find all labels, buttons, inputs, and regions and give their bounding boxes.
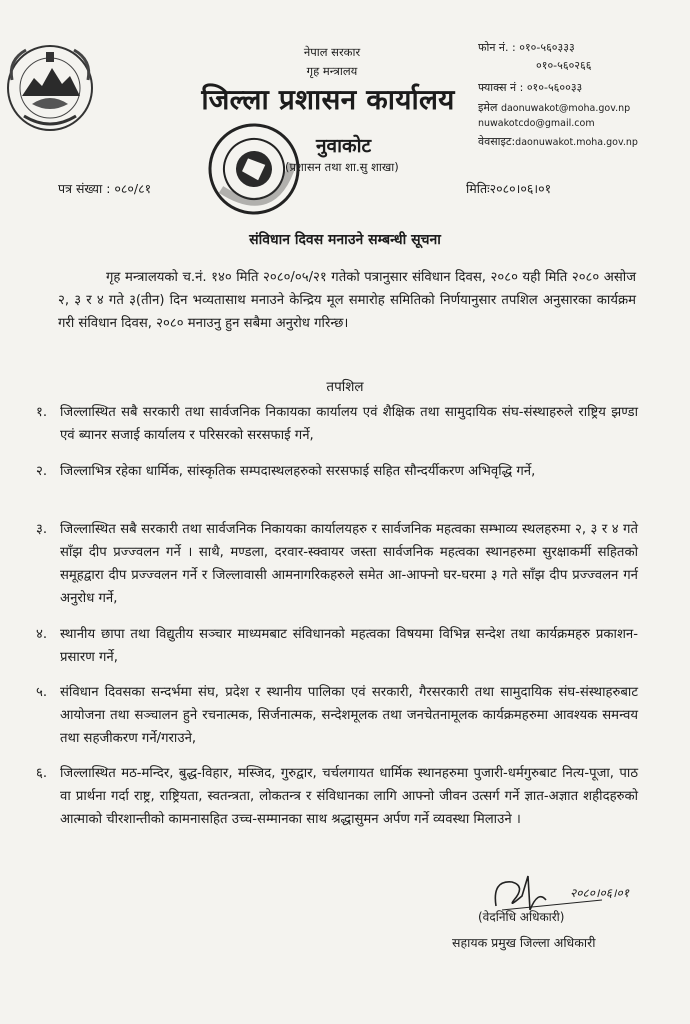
list-item — [36, 401, 638, 447]
details-heading: तपशिल — [326, 379, 364, 395]
list-item — [36, 762, 638, 831]
email-line — [478, 100, 630, 115]
govt-name: नेपाल सरकार — [303, 45, 361, 59]
signatory-title: सहायक प्रमुख जिल्ला अधिकारी — [452, 935, 596, 950]
nepal-emblem-icon — [4, 40, 96, 136]
email-secondary[interactable]: nuwakotcdo@gmail.com — [478, 118, 595, 129]
item-number: ६. — [36, 766, 48, 781]
list-item — [36, 681, 638, 750]
list-item — [36, 460, 638, 483]
website-label: वेवसाइट: — [478, 135, 516, 148]
ministry-name: गृह मन्त्रालय — [306, 64, 358, 78]
item-text: संविधान दिवसका सन्दर्भमा संघ, प्रदेश र स्थानीय पालिका एवं सरकारी, गैरसरकारी तथा सामुदायिक संघ-संस्थाहरुबाट आयोजना तथा सञ्चालन हुने रचनात्मक, सिर्जनात्मक, सन्देशमूलक तथा जनचेतनामूलक कार्यक्रमहरुमा आवश्यक समन्वय तथा सहजीकरण गर्ने/गराउने, — [60, 685, 638, 746]
notice-subject: संविधान दिवस मनाउने सम्बन्धी सूचना — [249, 232, 441, 248]
office-title: जिल्ला प्रशासन कार्यालय — [201, 83, 455, 116]
letter-number: पत्र संख्या : ०८०/८१ — [58, 181, 152, 196]
item-text: जिल्लाभित्र रहेका धार्मिक, सांस्कृतिक सम्पदास्थलहरुको सरसफाई सहित सौन्दर्यीकरण अभिवृद्धि गर्ने, — [60, 464, 536, 479]
item-number: ३. — [36, 522, 48, 537]
body-paragraph — [58, 266, 636, 335]
item-text: जिल्लास्थित मठ-मन्दिर, बुद्ध-विहार, मस्जिद, गुरुद्वार, चर्चलगायत धार्मिक स्थानहरुमा पुजारी-धर्मगुरुबाट नित्य-पूजा, पाठ वा प्रार्थना गर्दा राष्ट्र, राष्ट्रियता, स्वतन्त्रता, लोकतन्त्र र संविधानका लागि आफ्नो जीवन उत्सर्ग गर्ने ज्ञात-अज्ञात शहीदहरुको आत्माको चीरशान्तीको कामनासहित उच्च-सम्मानका साथ श्रद्धासुमन अर्पण गर्ने व्यवस्था मिलाउने । — [60, 766, 638, 827]
website-url[interactable]: daonuwakot.moha.gov.np — [515, 137, 638, 148]
email-label: इमेल — [478, 101, 498, 114]
body-text: गृह मन्त्रालयको च.नं. १४० मिति २०८०/०५/२१ गतेको पत्रानुसार संविधान दिवस, २०८० यही मिति २०८० असोज २, ३ र ४ गते ३(तीन) दिन भव्यतासाथ मनाउने केन्द्रिय मूल समारोह समितिको निर्णयानुसार तपशिल अनुसारका कार्यक्रम गरी संविधान दिवस, २०८० मनाउनु हुन सबैमा अनुरोध गरिन्छ। — [58, 270, 636, 331]
item-number: ४. — [36, 627, 48, 642]
item-number: १. — [36, 405, 48, 420]
branch-name: (प्रशासन तथा शा.सु शाखा) — [285, 160, 399, 174]
item-text: जिल्लास्थित सबै सरकारी तथा सार्वजनिक निकायका कार्यालय एवं शैक्षिक तथा सामुदायिक संघ-संस्थाहरुले राष्ट्रिय झण्डा एवं ब्यानर सजाई कार्यालय र परिसरको सरसफाई गर्ने, — [60, 405, 638, 443]
item-number: ५. — [36, 685, 48, 700]
email-primary[interactable]: daonuwakot@moha.gov.np — [500, 103, 631, 114]
item-number: २. — [36, 464, 48, 479]
item-text: स्थानीय छापा तथा विद्युतीय सञ्चार माध्यमबाट संविधानको महत्वका विषयमा विभिन्न सन्देश तथा कार्यक्रमहरु प्रकाशन-प्रसारण गर्ने, — [60, 627, 638, 665]
item-text: जिल्लास्थित सबै सरकारी तथा सार्वजनिक निकायका कार्यालयहरु र सार्वजनिक महत्वका सम्भाव्य स्थलहरुमा २, ३ र ४ गते साँझ दीप प्रज्ज्वलन गर्ने । साथै, मण्डला, दरवार-स्क्वायर जस्ता सार्वजनिक महत्वका स्थानहरुमा सुरक्षाकर्मी सहितको समूहद्वारा दीप प्रज्ज्वलन गर्ने र जिल्लावासी आमनागरिकहरुले समेत आ-आफ्नो घर-घरमा ३ गते साँझ दीप प्रज्ज्वलन गर्न अनुरोध गर्ने, — [60, 522, 638, 606]
phone-number: फोन नं. : ०१०-५६०३३३ — [478, 41, 575, 54]
list-item — [36, 623, 638, 669]
office-stamp-icon — [202, 117, 306, 221]
phone-number-2: ०१०-५६०२६६ — [536, 59, 592, 72]
letter-date: मितिः२०८०।०६।०१ — [466, 181, 552, 196]
signature-date: २०८०।०६।०१ — [570, 886, 630, 900]
list-item — [36, 518, 638, 610]
website-line — [478, 134, 638, 149]
fax-number: फ्याक्स नं : ०१०-५६००३३ — [478, 81, 583, 94]
office-place: नुवाकोट — [316, 135, 372, 157]
signatory-name: (वेदनिधि अधिकारी) — [478, 910, 565, 924]
